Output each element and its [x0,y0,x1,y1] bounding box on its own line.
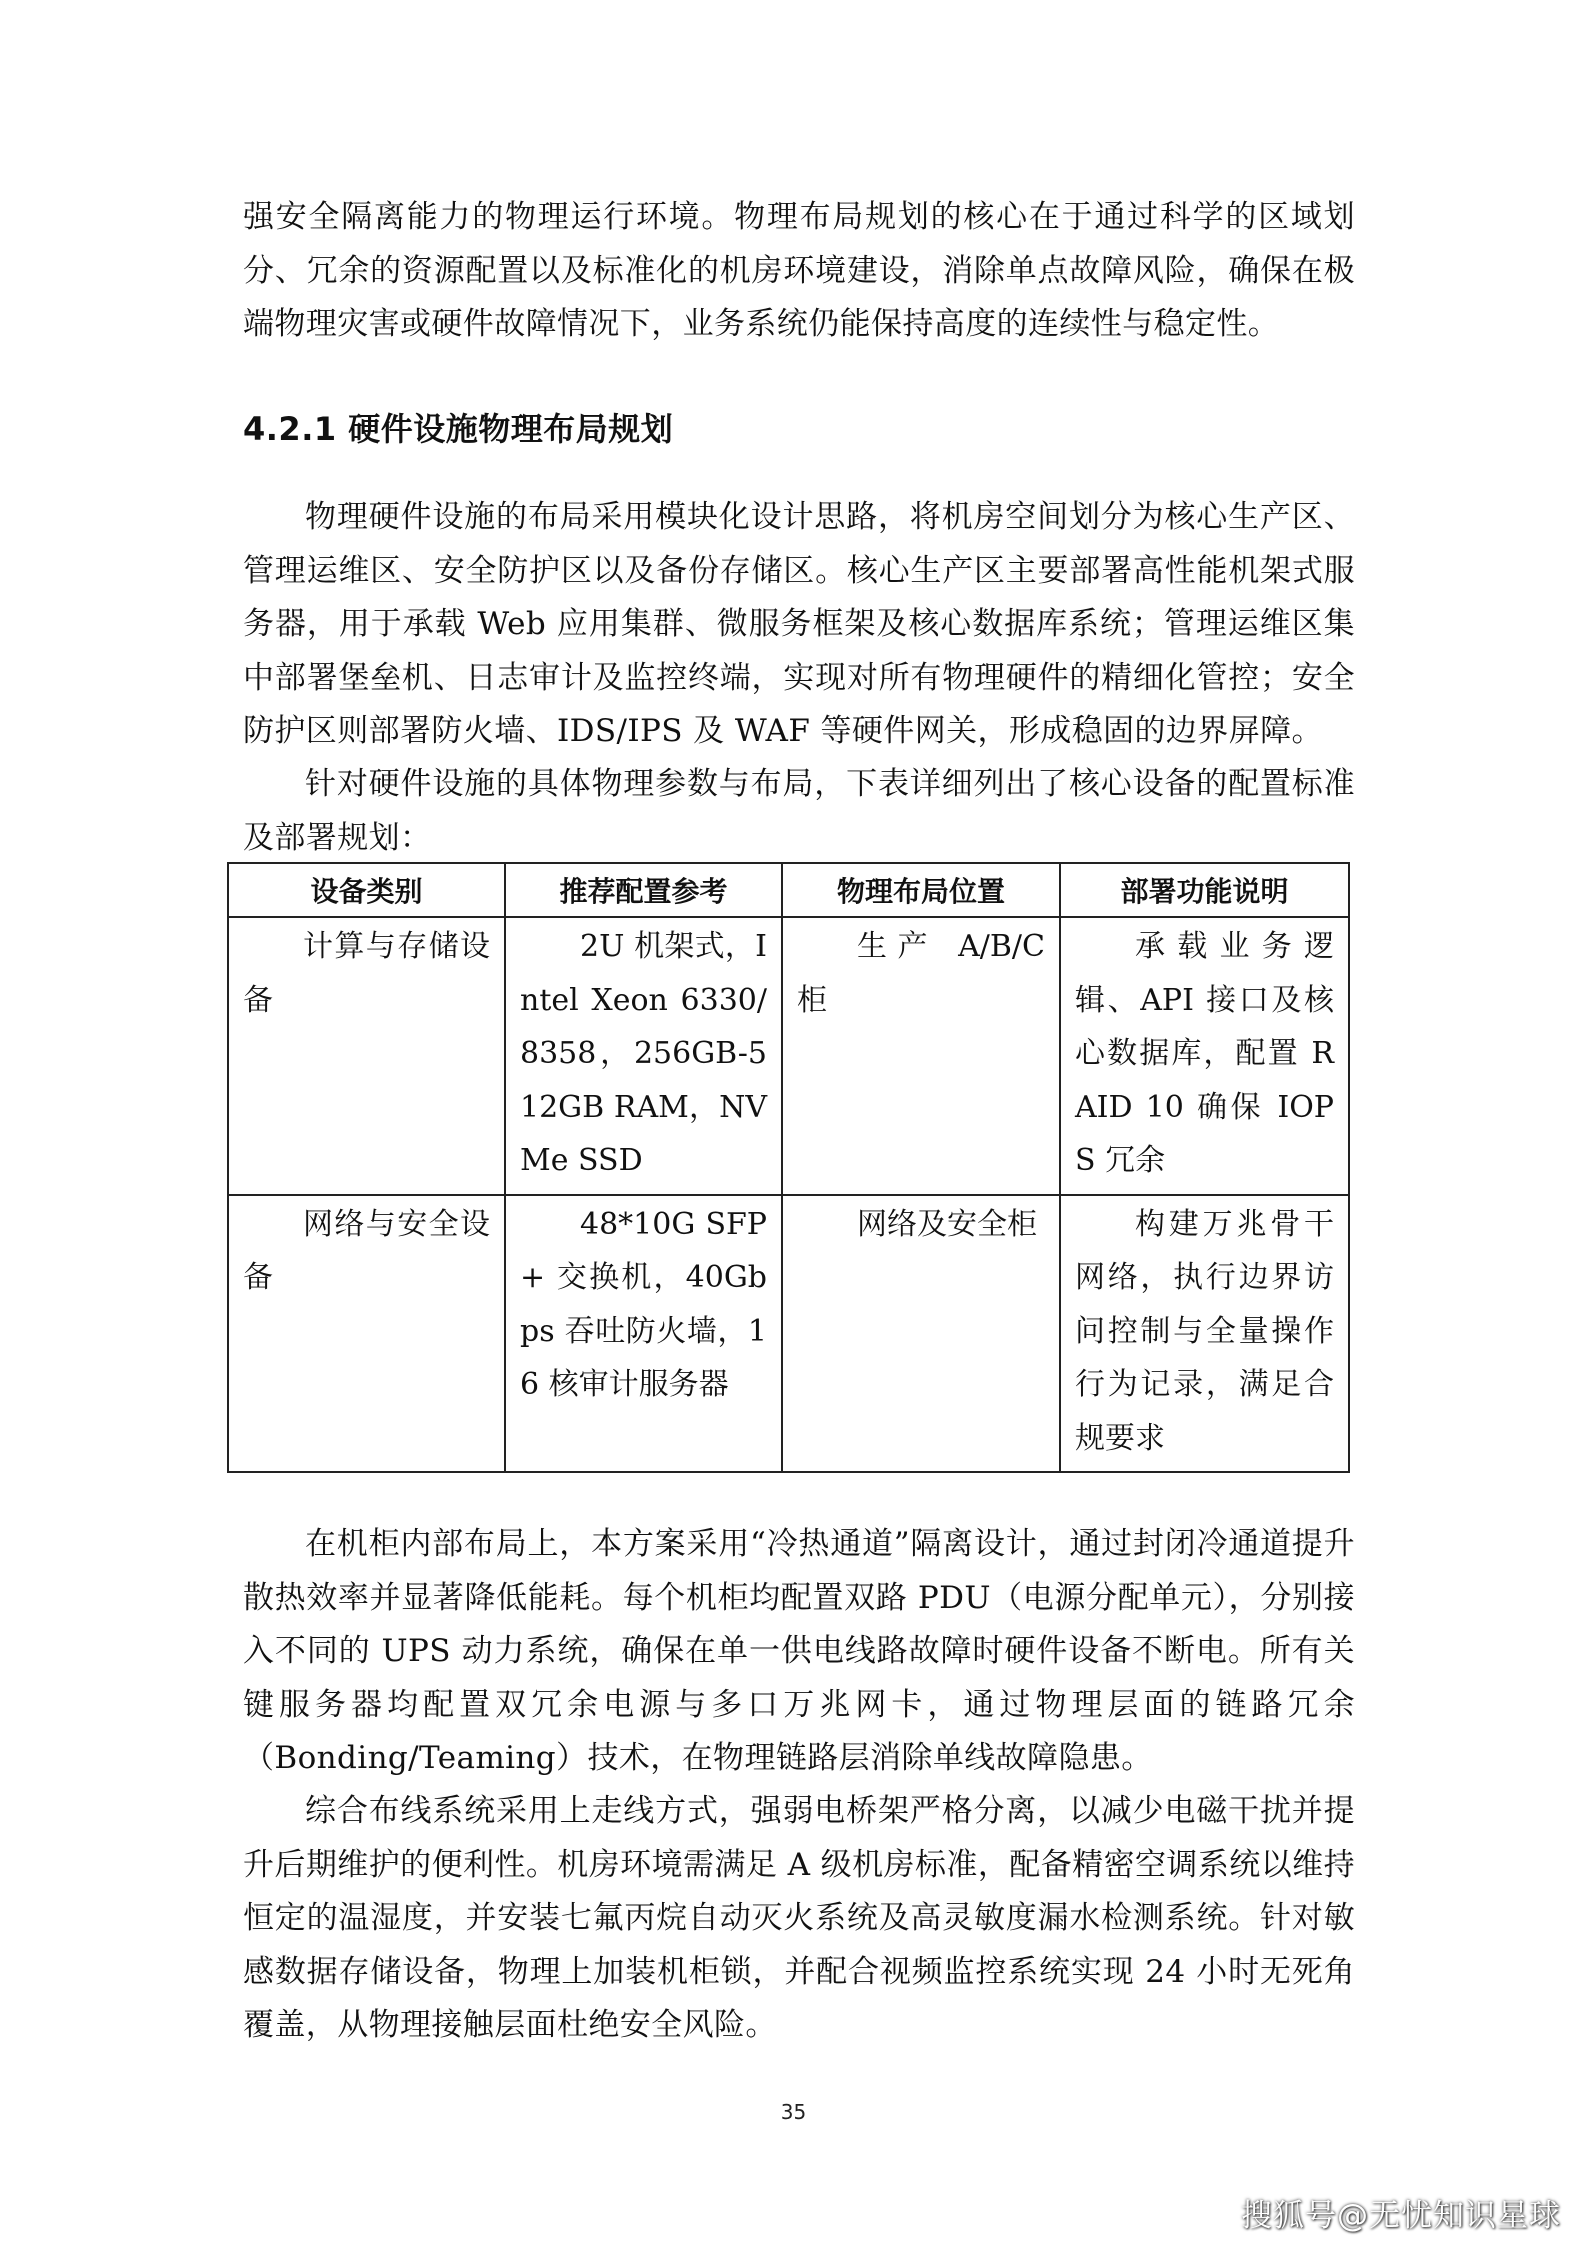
table-cell: 生产 A/B/C 柜 [782,917,1060,1195]
layout-paragraph: 物理硬件设施的布局采用模块化设计思路，将机房空间划分为核心生产区、管理运维区、安全防护区以及备份存储区。核心生产区主要部署高性能机架式服务器，用于承载 Web 应用集群、微服务框架及核心数据库系统；管理运维区集中部署堡垒机、日志审计及监控终端，实现对所有物理硬件的精细化管控；安全防护区则部署防火墙、IDS/IPS 及 WAF 等硬件网关，形成稳固的边界屏障。 [243,499,1355,749]
table-header-cell: 物理布局位置 [782,863,1060,917]
table-cell: 网络及安全柜 [782,1195,1060,1473]
table-cell: 构建万兆骨干网络，执行边界访问控制与全量操作行为记录，满足合规要求 [1060,1195,1349,1473]
table-header-cell: 部署功能说明 [1060,863,1349,917]
equipment-table [227,862,1350,1473]
table-header-cell: 设备类别 [228,863,505,917]
watermark-text: 搜狐号@无忧知识星球 [1241,2198,1561,2234]
cabling-paragraph: 综合布线系统采用上走线方式，强弱电桥架严格分离，以减少电磁干扰并提升后期维护的便利性。机房环境需满足 A 级机房标准，配备精密空调系统以维持恒定的温湿度，并安装七氟丙烷自动灭火系统及高灵敏度漏水检测系统。针对敏感数据存储设备，物理上加装机柜锁，并配合视频监控系统实现 24 小时无死角覆盖，从物理接触层面杜绝安全风险。 [243,1793,1355,2043]
table-row [228,917,1349,1195]
table-row [228,1195,1349,1473]
page-number: 35 [780,2100,807,2124]
table-intro-paragraph: 针对硬件设施的具体物理参数与布局，下表详细列出了核心设备的配置标准及部署规划： [243,766,1355,856]
table-cell: 承载业务逻辑、API 接口及核心数据库，配置 RAID 10 确保 IOPS 冗余 [1060,917,1349,1195]
rack-paragraph: 在机柜内部布局上，本方案采用“冷热通道”隔离设计，通过封闭冷通道提升散热效率并显著降低能耗。每个机柜均配置双路 PDU（电源分配单元），分别接入不同的 UPS 动力系统，确保在单一供电线路故障时硬件设备不断电。所有关键服务器均配置双冗余电源与多口万兆网卡，通过物理层面的链路冗余（Bonding/Teaming）技术，在物理链路层消除单线故障隐患。 [243,1526,1355,1776]
intro-paragraph: 强安全隔离能力的物理运行环境。物理布局规划的核心在于通过科学的区域划分、冗余的资源配置以及标准化的机房环境建设，消除单点故障风险，确保在极端物理灾害或硬件故障情况下，业务系统仍能保持高度的连续性与稳定性。 [243,199,1355,342]
section-heading: 4.2.1 硬件设施物理布局规划 [243,410,674,448]
table-cell: 2U 机架式，Intel Xeon 6330/8358，256GB-512GB RAM，NVMe SSD [505,917,782,1195]
table-header-row [228,863,1349,917]
table-header-cell: 推荐配置参考 [505,863,782,917]
table-cell: 网络与安全设备 [228,1195,505,1473]
table-cell: 48*10G SFP+ 交换机，40Gbps 吞吐防火墙，16 核审计服务器 [505,1195,782,1473]
table-cell: 计算与存储设备 [228,917,505,1195]
